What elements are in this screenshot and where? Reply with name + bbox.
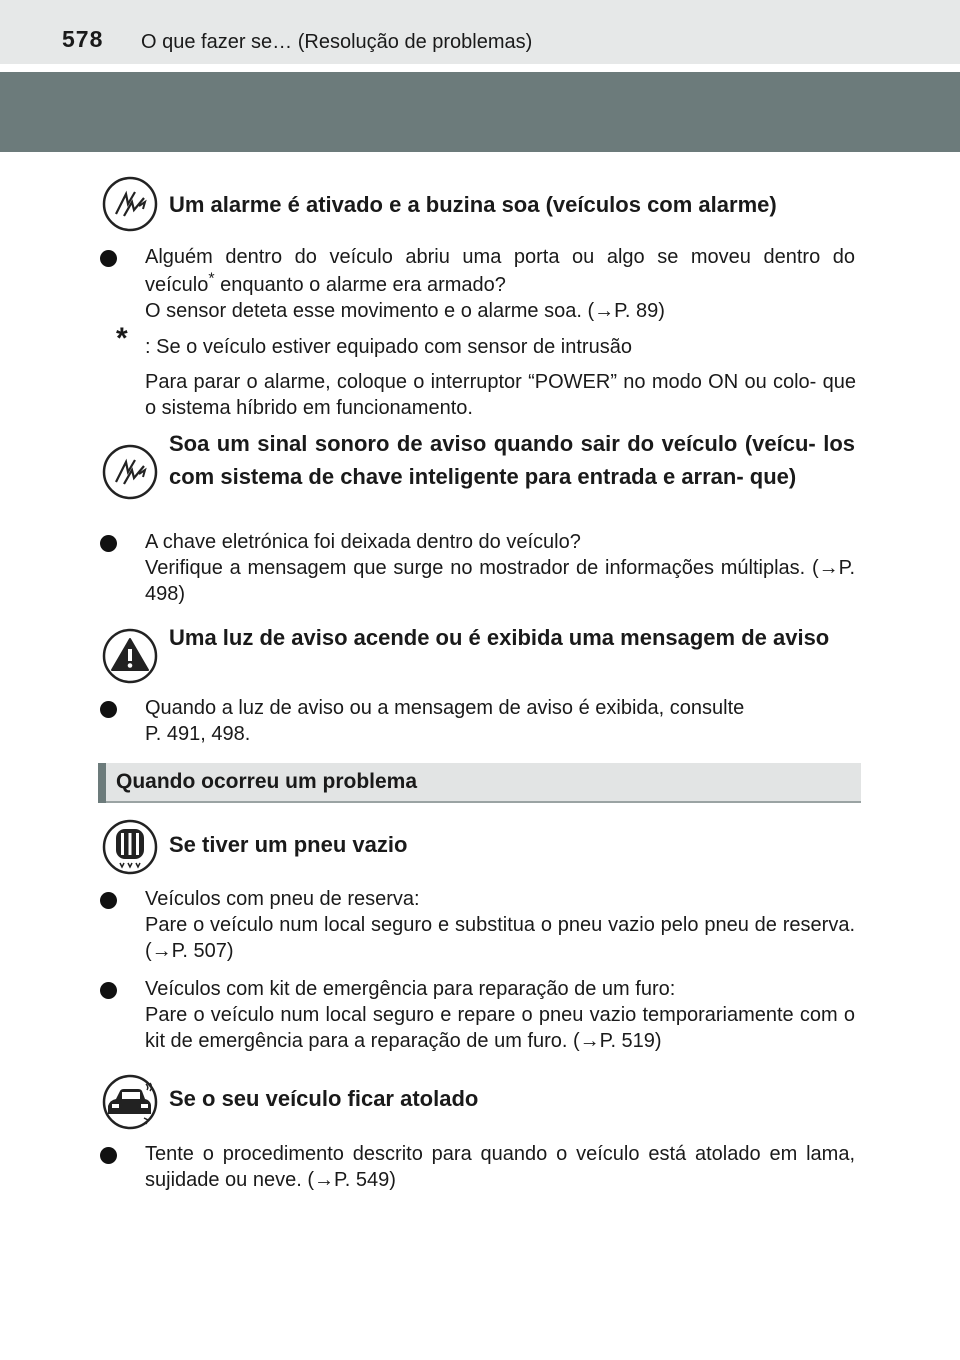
alarm-lightning-icon bbox=[102, 176, 158, 232]
warning-light-heading: Uma luz de aviso acende ou é exibida uma mensagem de aviso bbox=[169, 625, 830, 650]
bullet-dot bbox=[100, 535, 117, 552]
footnote-star: * bbox=[208, 270, 215, 288]
flat-tire-bullet-1 bbox=[100, 886, 855, 964]
key-buzzer-bullet bbox=[100, 529, 855, 607]
section-title: Quando ocorreu um problema bbox=[116, 770, 418, 793]
warning-light-bullet-line1: Quando a luz de aviso ou a mensagem de aviso é exibida, consulte bbox=[145, 697, 745, 719]
bullet-dot bbox=[100, 1147, 117, 1164]
stuck-heading: Se o seu veículo ficar atolado bbox=[169, 1086, 479, 1111]
alarm-heading: Um alarme é ativado e a buzina soa (veículos com alarme) bbox=[169, 192, 777, 217]
footnote-text: : Se o veículo estiver equipado com sensor de intrusão bbox=[145, 336, 632, 358]
section-bar bbox=[98, 763, 861, 803]
warning-light-bullet-line2: P. 491, 498. bbox=[145, 723, 251, 745]
alarm-bullet-line1: Alguém dentro do veículo abriu uma porta ou algo se moveu dentro do bbox=[145, 246, 855, 268]
stuck-bullet bbox=[100, 1141, 855, 1193]
bullet-dot bbox=[100, 250, 117, 267]
alarm-lightning-icon bbox=[102, 444, 158, 500]
tire-icon bbox=[102, 819, 158, 875]
flat-tire-heading: Se tiver um pneu vazio bbox=[169, 832, 408, 857]
footnote-star-mark: * bbox=[116, 322, 128, 355]
warning-triangle-icon bbox=[102, 628, 158, 684]
bullet-dot bbox=[100, 892, 117, 909]
page-header bbox=[0, 0, 960, 64]
key-buzzer-heading: Soa um sinal sonoro de aviso quando sair do veículo (veícu- los com sistema de chave inteligente para entrada e arran- que) bbox=[169, 431, 855, 489]
flat-tire-bullet1-line2: Pare o veículo num local seguro e substitua o pneu vazio pelo pneu de reserva. (→P. 507) bbox=[145, 914, 855, 962]
alarm-note-paragraph: Para parar o alarme, coloque o interruptor “POWER” no modo ON ou colo- que o sistema híbrido em funcionamento. bbox=[145, 371, 856, 419]
key-buzzer-bullet-line1: A chave eletrónica foi deixada dentro do veículo? bbox=[145, 531, 581, 553]
page-number: 578 bbox=[62, 26, 104, 52]
alarm-footnote bbox=[116, 322, 856, 360]
flat-tire-bullet1-line1: Veículos com pneu de reserva: bbox=[145, 888, 420, 910]
flat-tire-bullet2-line1: Veículos com kit de emergência para reparação de um furo: bbox=[145, 978, 676, 1000]
header-band bbox=[0, 72, 960, 152]
key-buzzer-bullet-line2: Verifique a mensagem que surge no mostrador de informações múltiplas. (→P. 498) bbox=[145, 557, 855, 605]
stuck-bullet-line1: Tente o procedimento descrito para quando o veículo está atolado em lama, sujidade ou neve. (→P. 549) bbox=[145, 1143, 855, 1191]
warning-light-bullet bbox=[100, 695, 855, 747]
alarm-bullet-line2a: veículo bbox=[145, 274, 209, 296]
page-header-title: O que fazer se… (Resolução de problemas) bbox=[141, 31, 533, 53]
flat-tire-bullet-2 bbox=[100, 976, 855, 1054]
flat-tire-bullet2-line2: Pare o veículo num local seguro e repare o pneu vazio temporariamente com o kit de emergência para a reparação de um furo. (→P. 519) bbox=[145, 1004, 855, 1052]
bullet-dot bbox=[100, 701, 117, 718]
section-bar-accent bbox=[98, 763, 106, 803]
alarm-bullet bbox=[100, 244, 855, 324]
bullet-dot bbox=[100, 982, 117, 999]
car-stuck-icon bbox=[102, 1074, 158, 1130]
alarm-bullet-line3: O sensor deteta esse movimento e o alarme soa. (→P. 89) bbox=[145, 300, 665, 322]
alarm-bullet-line2b: enquanto o alarme era armado? bbox=[214, 274, 506, 296]
